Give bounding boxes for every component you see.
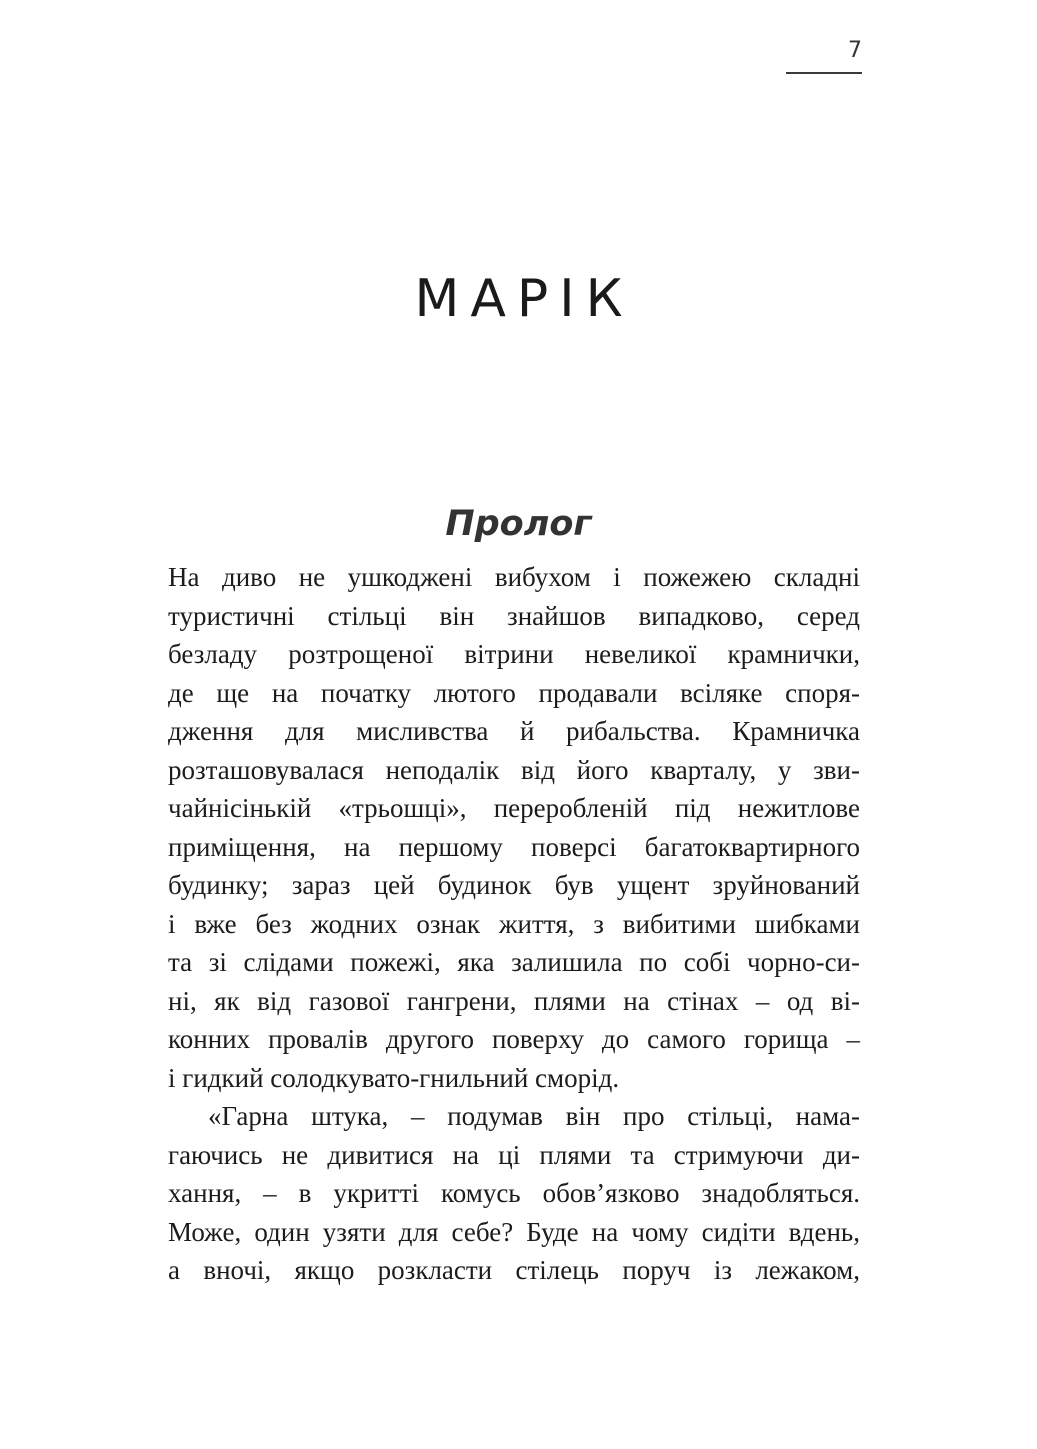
text-line: будинку; зараз цей будинок був ущент зруйнований bbox=[168, 870, 860, 900]
text-line: туристичні стільці він знайшов випадково, серед bbox=[168, 600, 860, 631]
page-number-rule bbox=[786, 72, 862, 74]
text-line: Може, один узяти для себе? Буде на чому сидіти вдень, bbox=[168, 1216, 860, 1247]
page-number: 7 bbox=[848, 38, 862, 63]
body-text bbox=[168, 558, 860, 1290]
text-line: розташовувалася неподалік від його кварталу, у зви- bbox=[168, 754, 860, 785]
text-line: чайнісінькій «трьошці», переробленій під нежитлове bbox=[168, 793, 860, 823]
text-line: приміщення, на першому поверсі багатоквартирного bbox=[168, 831, 860, 862]
chapter-title: МАРІК bbox=[414, 268, 634, 329]
paragraph-2 bbox=[168, 1097, 860, 1290]
text-line: гаючись не дивитися на ці плями та стримуючи ди- bbox=[168, 1139, 860, 1170]
text-line: конних провалів другого поверху до самого горища – bbox=[168, 1024, 860, 1054]
text-line: безладу розтрощеної вітрини невеликої крамнички, bbox=[168, 639, 860, 669]
section-title: Пролог bbox=[445, 504, 592, 545]
text-line: хання, – в укритті комусь обов’язково знадобляться. bbox=[168, 1178, 860, 1208]
text-line: ні, як від газової гангрени, плями на стінах – од ві- bbox=[168, 985, 860, 1016]
text-line: а вночі, якщо розкласти стілець поруч із лежаком, bbox=[168, 1255, 860, 1285]
text-line: де ще на початку лютого продавали всіляке споря- bbox=[168, 677, 860, 708]
paragraph-1 bbox=[168, 558, 860, 1097]
text-line: На диво не ушкоджені вибухом і пожежею складні bbox=[168, 562, 860, 592]
text-line: та зі слідами пожежі, яка залишила по собі чорно-си- bbox=[168, 947, 860, 977]
text-line: «Гарна штука, – подумав він про стільці, нама- bbox=[208, 1101, 860, 1131]
text-line: і гидкий солодкувато-гнильний сморід. bbox=[168, 1062, 620, 1093]
text-line: дження для мисливства й рибальства. Крамничка bbox=[168, 716, 860, 746]
text-line: і вже без жодних ознак життя, з вибитими шибками bbox=[168, 908, 860, 939]
